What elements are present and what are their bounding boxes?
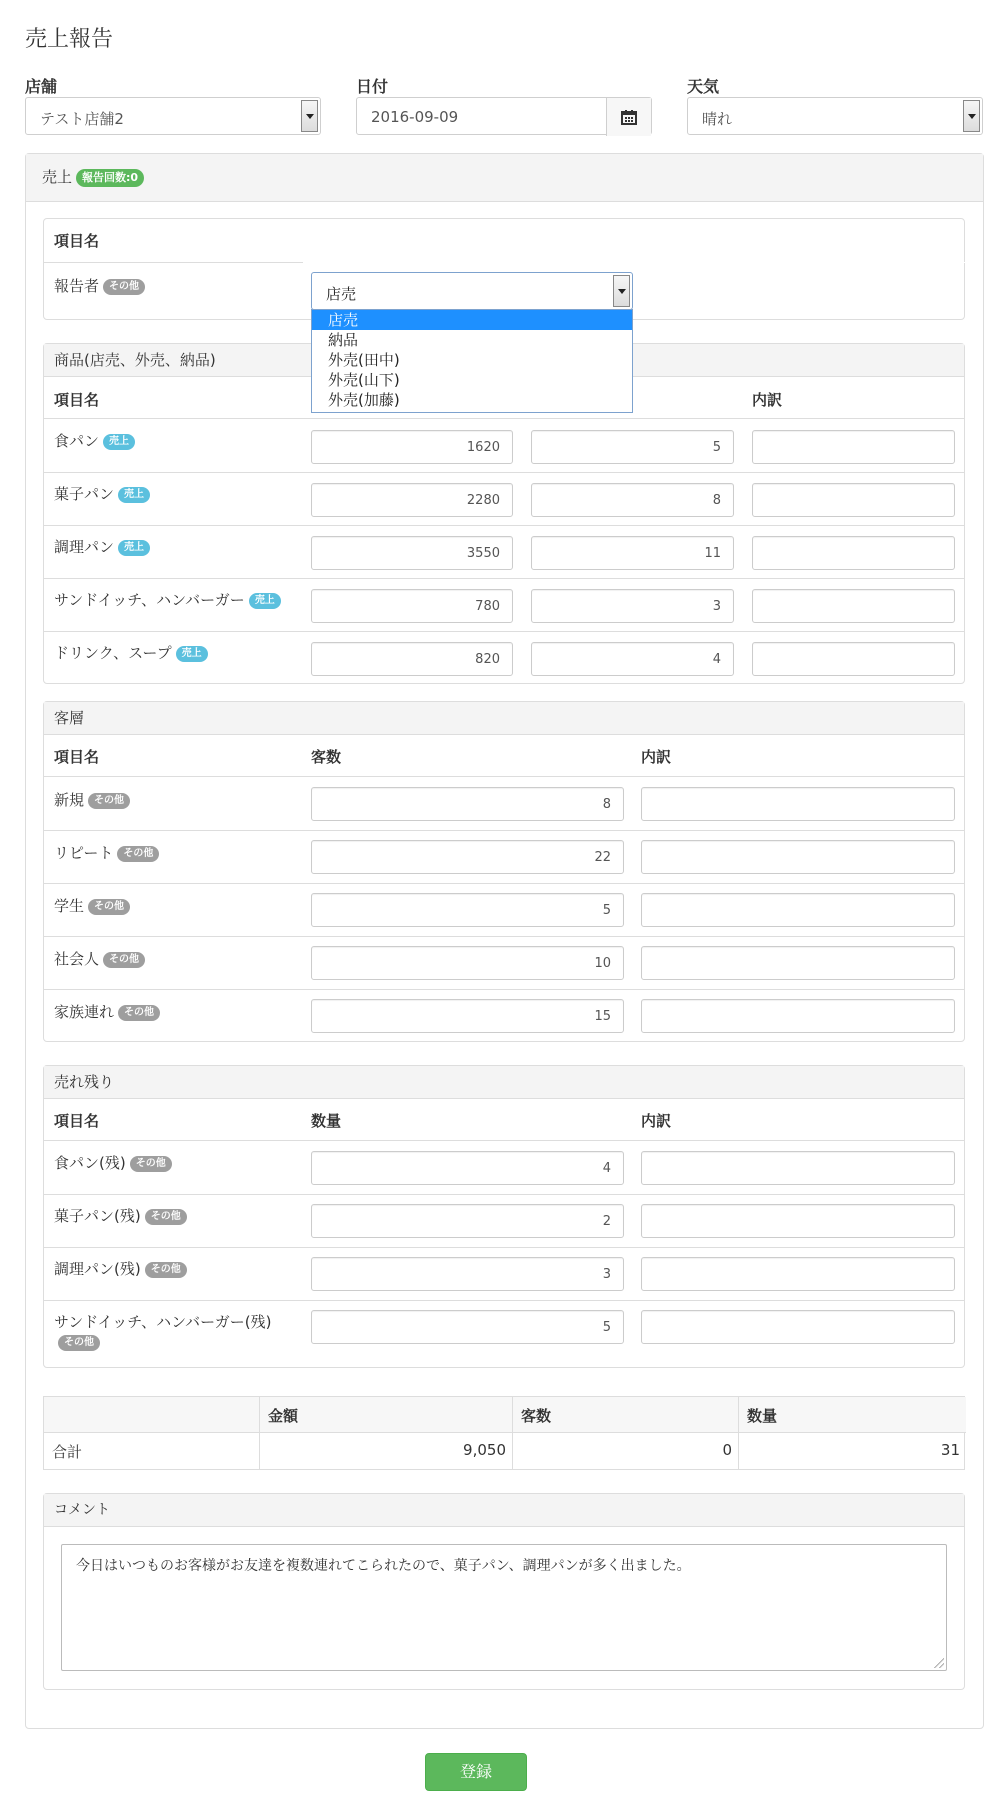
date-label: 日付 <box>356 77 389 96</box>
dropdown-option[interactable]: 外売(加藤) <box>328 391 400 409</box>
list-item <box>54 1153 284 1173</box>
breakdown-input[interactable] <box>752 483 955 517</box>
divider <box>43 989 965 990</box>
amount-input[interactable]: 820 <box>311 642 513 676</box>
list-item <box>54 789 130 810</box>
breakdown-input[interactable] <box>752 642 955 676</box>
leftovers-col-breakdown: 内訳 <box>641 1112 672 1130</box>
customer-label: リピート <box>54 844 114 862</box>
divider <box>43 472 965 473</box>
quantity-input[interactable]: 3 <box>531 589 734 623</box>
comment-text: 今日はいつものお客様がお友達を複数連れてこられたので、菓子パン、調理パンが多く出ました。 <box>76 1558 691 1574</box>
leftovers-col-name: 項目名 <box>54 1112 100 1130</box>
list-item <box>54 483 150 504</box>
customers-col-name: 項目名 <box>54 748 100 766</box>
other-badge: その他 <box>88 793 130 809</box>
leftovers-panel-header: 売れ残り <box>44 1066 964 1099</box>
amount-input[interactable]: 780 <box>311 589 513 623</box>
sales-panel-header <box>26 154 983 202</box>
store-label: 店舗 <box>25 77 58 96</box>
customers-col-breakdown: 内訳 <box>641 748 672 766</box>
reporter-col-header: 項目名 <box>54 232 100 250</box>
leftover-label: 調理パン(残) <box>54 1260 141 1278</box>
divider <box>43 883 965 884</box>
totals-col-customers: 客数 <box>513 1397 739 1433</box>
dropdown-option[interactable]: 納品 <box>328 331 359 349</box>
dropdown-option[interactable]: 外売(山下) <box>328 371 400 389</box>
breakdown-input[interactable] <box>641 946 955 980</box>
breakdown-input[interactable] <box>641 893 955 927</box>
page-title: 売上報告 <box>25 27 114 52</box>
divider <box>43 936 965 937</box>
customer-label: 新規 <box>54 791 85 809</box>
quantity-input[interactable]: 5 <box>531 430 734 464</box>
other-badge: その他 <box>103 279 145 295</box>
other-badge: その他 <box>145 1262 187 1278</box>
breakdown-input[interactable] <box>641 999 955 1033</box>
divider <box>43 631 965 632</box>
divider <box>43 1194 965 1195</box>
sales-badge: 売上 <box>103 434 135 450</box>
quantity-input[interactable]: 4 <box>531 642 734 676</box>
customer-count-input[interactable]: 15 <box>311 999 624 1033</box>
dropdown-option[interactable]: 店売 <box>312 310 632 330</box>
date-value: 2016-09-09 <box>371 108 459 126</box>
divider <box>43 578 965 579</box>
chevron-down-icon[interactable] <box>301 100 318 132</box>
customers-panel-header: 客層 <box>44 702 964 735</box>
store-select[interactable] <box>25 97 321 135</box>
report-count-badge: 報告回数:0 <box>76 169 144 187</box>
breakdown-input[interactable] <box>752 430 955 464</box>
reporter-label <box>54 275 145 296</box>
list-item <box>54 589 281 610</box>
products-panel-header: 商品(店売、外売、納品) <box>44 344 964 377</box>
product-label: ドリンク、スープ <box>54 644 172 662</box>
customer-count-input[interactable]: 22 <box>311 840 624 874</box>
list-item <box>54 895 130 916</box>
reporter-label-text: 報告者 <box>54 277 100 295</box>
date-input[interactable] <box>356 97 652 135</box>
list-item <box>54 642 208 663</box>
customer-count-input[interactable]: 10 <box>311 946 624 980</box>
sales-badge: 売上 <box>176 646 208 662</box>
weather-select-value: 晴れ <box>702 110 733 128</box>
product-label: サンドイッチ、ハンバーガー <box>54 591 245 609</box>
quantity-input[interactable]: 11 <box>531 536 734 570</box>
divider <box>43 1247 965 1248</box>
amount-input[interactable]: 1620 <box>311 430 513 464</box>
sales-badge: 売上 <box>118 540 150 556</box>
sales-badge: 売上 <box>118 487 150 503</box>
list-item <box>54 842 159 863</box>
breakdown-input[interactable] <box>641 1310 955 1344</box>
leftover-label: 菓子パン(残) <box>54 1207 141 1225</box>
divider <box>303 262 965 263</box>
comment-textarea[interactable] <box>61 1544 947 1671</box>
list-item <box>54 536 150 557</box>
customers-col-count: 客数 <box>311 748 342 766</box>
amount-input[interactable]: 2280 <box>311 483 513 517</box>
date-picker-button[interactable] <box>606 98 651 136</box>
breakdown-input[interactable] <box>641 1204 955 1238</box>
chevron-down-icon[interactable] <box>963 100 980 132</box>
divider <box>43 262 303 263</box>
reporter-select[interactable] <box>311 272 633 310</box>
customer-label: 学生 <box>54 897 85 915</box>
totals-amount: 9,050 <box>260 1433 513 1469</box>
submit-button[interactable]: 登録 <box>425 1753 527 1791</box>
leftovers-col-qty: 数量 <box>311 1112 342 1130</box>
other-badge: その他 <box>130 1156 172 1172</box>
divider <box>43 1140 965 1141</box>
customer-label: 家族連れ <box>54 1003 115 1021</box>
other-badge: その他 <box>118 1005 160 1021</box>
quantity-input[interactable]: 3 <box>311 1257 624 1291</box>
divider <box>43 1300 965 1301</box>
customer-label: 社会人 <box>54 950 100 968</box>
divider <box>43 525 965 526</box>
reporter-select-value: 店売 <box>326 285 357 303</box>
leftover-label: 食パン(残) <box>54 1154 126 1172</box>
breakdown-input[interactable] <box>641 787 955 821</box>
product-label: 食パン <box>54 432 100 450</box>
other-badge: その他 <box>88 899 130 915</box>
store-select-value: テスト店舗2 <box>40 110 124 128</box>
dropdown-option[interactable]: 外売(田中) <box>328 351 400 369</box>
weather-label: 天気 <box>687 77 720 96</box>
quantity-input[interactable]: 2 <box>311 1204 624 1238</box>
quantity-input[interactable]: 5 <box>311 1310 624 1344</box>
list-item <box>54 430 135 451</box>
amount-input[interactable]: 3550 <box>311 536 513 570</box>
reporter-dropdown-list[interactable] <box>311 309 633 413</box>
other-badge: その他 <box>117 846 159 862</box>
totals-col-amount: 金額 <box>260 1397 513 1433</box>
other-badge: その他 <box>103 952 145 968</box>
totals-qty: 31 <box>940 1441 960 1459</box>
products-col-name: 項目名 <box>54 391 100 409</box>
totals-header-blank <box>44 1397 260 1433</box>
customer-count-input[interactable]: 5 <box>311 893 624 927</box>
other-badge: その他 <box>145 1209 187 1225</box>
other-badge: その他 <box>58 1335 100 1351</box>
totals-customers: 0 <box>513 1433 739 1469</box>
customer-count-input[interactable]: 8 <box>311 787 624 821</box>
breakdown-input[interactable] <box>641 840 955 874</box>
sales-badge: 売上 <box>249 593 281 609</box>
resize-handle-icon[interactable] <box>934 1658 944 1668</box>
product-label: 菓子パン <box>54 485 115 503</box>
chevron-down-icon[interactable] <box>613 275 630 307</box>
totals-row-label: 合計 <box>44 1433 260 1469</box>
products-col-breakdown: 内訳 <box>752 391 783 409</box>
weather-select[interactable] <box>687 97 983 135</box>
breakdown-input[interactable] <box>752 536 955 570</box>
totals-table <box>43 1396 965 1470</box>
quantity-input[interactable]: 4 <box>311 1151 624 1185</box>
divider <box>43 776 965 777</box>
sales-panel-title: 売上 <box>42 168 73 186</box>
totals-col-qty: 数量 <box>739 1397 966 1433</box>
list-item <box>54 1312 284 1352</box>
divider <box>43 830 965 831</box>
product-label: 調理パン <box>54 538 115 556</box>
breakdown-input[interactable] <box>752 589 955 623</box>
calendar-icon <box>621 109 637 125</box>
comment-panel-header: コメント <box>44 1494 964 1527</box>
list-item <box>54 1001 160 1022</box>
divider <box>43 418 965 419</box>
list-item <box>54 1206 284 1226</box>
quantity-input[interactable]: 8 <box>531 483 734 517</box>
leftover-label: サンドイッチ、ハンバーガー(残) <box>54 1313 272 1331</box>
breakdown-input[interactable] <box>641 1151 955 1185</box>
breakdown-input[interactable] <box>641 1257 955 1291</box>
list-item <box>54 948 145 969</box>
list-item <box>54 1259 284 1279</box>
